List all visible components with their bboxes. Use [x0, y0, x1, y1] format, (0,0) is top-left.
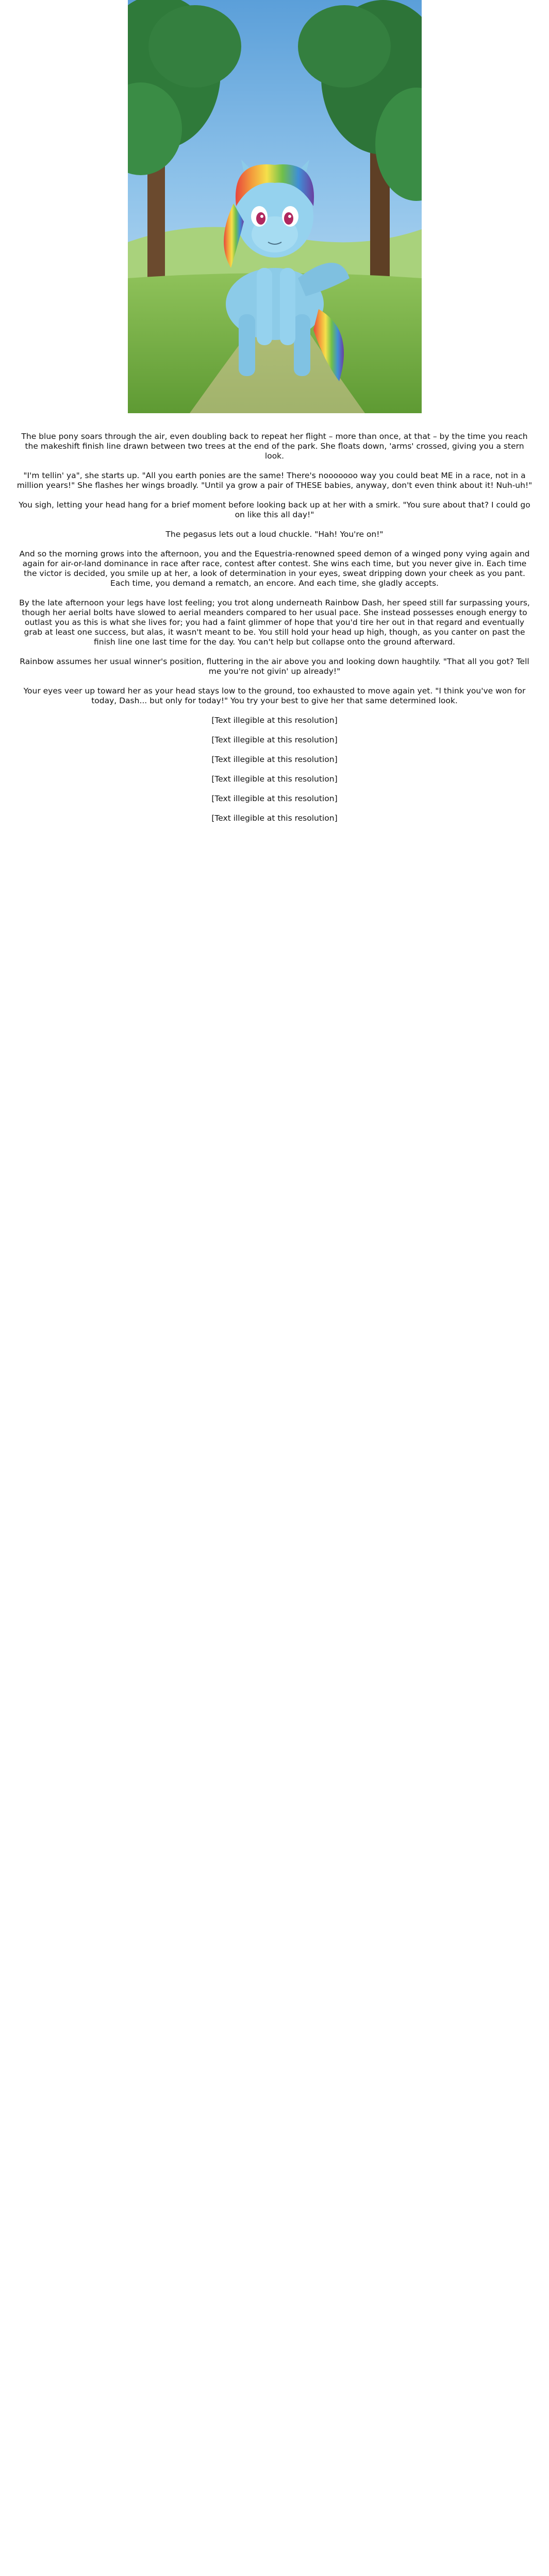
story-paragraph: By the late afternoon your legs have lost feeling; you trot along underneath Rainbow Dash, her speed still far surpassing yours, though her aerial bolts have slowed to aerial meanders compared to her usual pace. She instead possesses enough energy to outlast you as this is what she lives for; you had a faint glimmer of hope that you'd tire her out in that regard and eventually grab at least one success, but alas, it wasn't meant to be. You still hold your head up high, though, as you canter on past the finish line one last time for the day. You can't help but collapse onto the ground afterward.: [19, 598, 530, 647]
story-paragraph: The blue pony soars through the air, even doubling back to repeat her flight – more than once, at that – by the time you reach the makeshift finish line drawn between two trees at the end of the park. She floats down, 'arms' crossed, giving you a stern look.: [21, 432, 528, 461]
story-paragraph: You sigh, letting your head hang for a brief moment before looking back up at her with a smirk. "You sure about that? I could go on like this all day!": [19, 500, 530, 519]
story-paragraph: [Text illegible at this resolution]: [211, 716, 338, 725]
story-paragraph: Your eyes veer up toward her as your head stays low to the ground, too exhausted to move again yet. "I think you've won for today, Dash... but only for today!" You try your best to give her that same determined look.: [23, 686, 526, 705]
story-paragraph: [Text illegible at this resolution]: [211, 735, 338, 744]
rainbow-dash-illustration: [128, 0, 422, 413]
story-paragraph: [Text illegible at this resolution]: [211, 794, 338, 803]
story-text: [15, 432, 534, 833]
story-paragraph: Rainbow assumes her usual winner's position, fluttering in the air above you and looking down haughtily. "That all you got? Tell me you're not givin' up already!": [20, 657, 529, 676]
story-paragraph: [Text illegible at this resolution]: [211, 755, 338, 764]
story-illustration: [128, 0, 422, 413]
story-paragraph: And so the morning grows into the afternoon, you and the Equestria-renowned speed demon of a winged pony vying again and again for air-or-land dominance in race after race, contest after contest. She wins each time, but you never give in. Each time the victor is decided, you smile up at her, a look of determination in your eyes, sweat dripping down your cheek as you pant. Each time, you demand a rematch, an encore. And each time, she gladly accepts.: [19, 549, 530, 588]
story-paragraph: [Text illegible at this resolution]: [211, 814, 338, 823]
story-paragraph: [Text illegible at this resolution]: [211, 774, 338, 784]
story-paragraph: The pegasus lets out a loud chuckle. "Hah! You're on!": [165, 530, 384, 539]
story-paragraph: "I'm tellin' ya", she starts up. "All you earth ponies are the same! There's nooooooo way you could beat ME in a race, not in a million years!" She flashes her wings broadly. "Until ya grow a pair of THESE babies, anyway, don't even think about it! Nuh-uh!": [16, 471, 533, 490]
